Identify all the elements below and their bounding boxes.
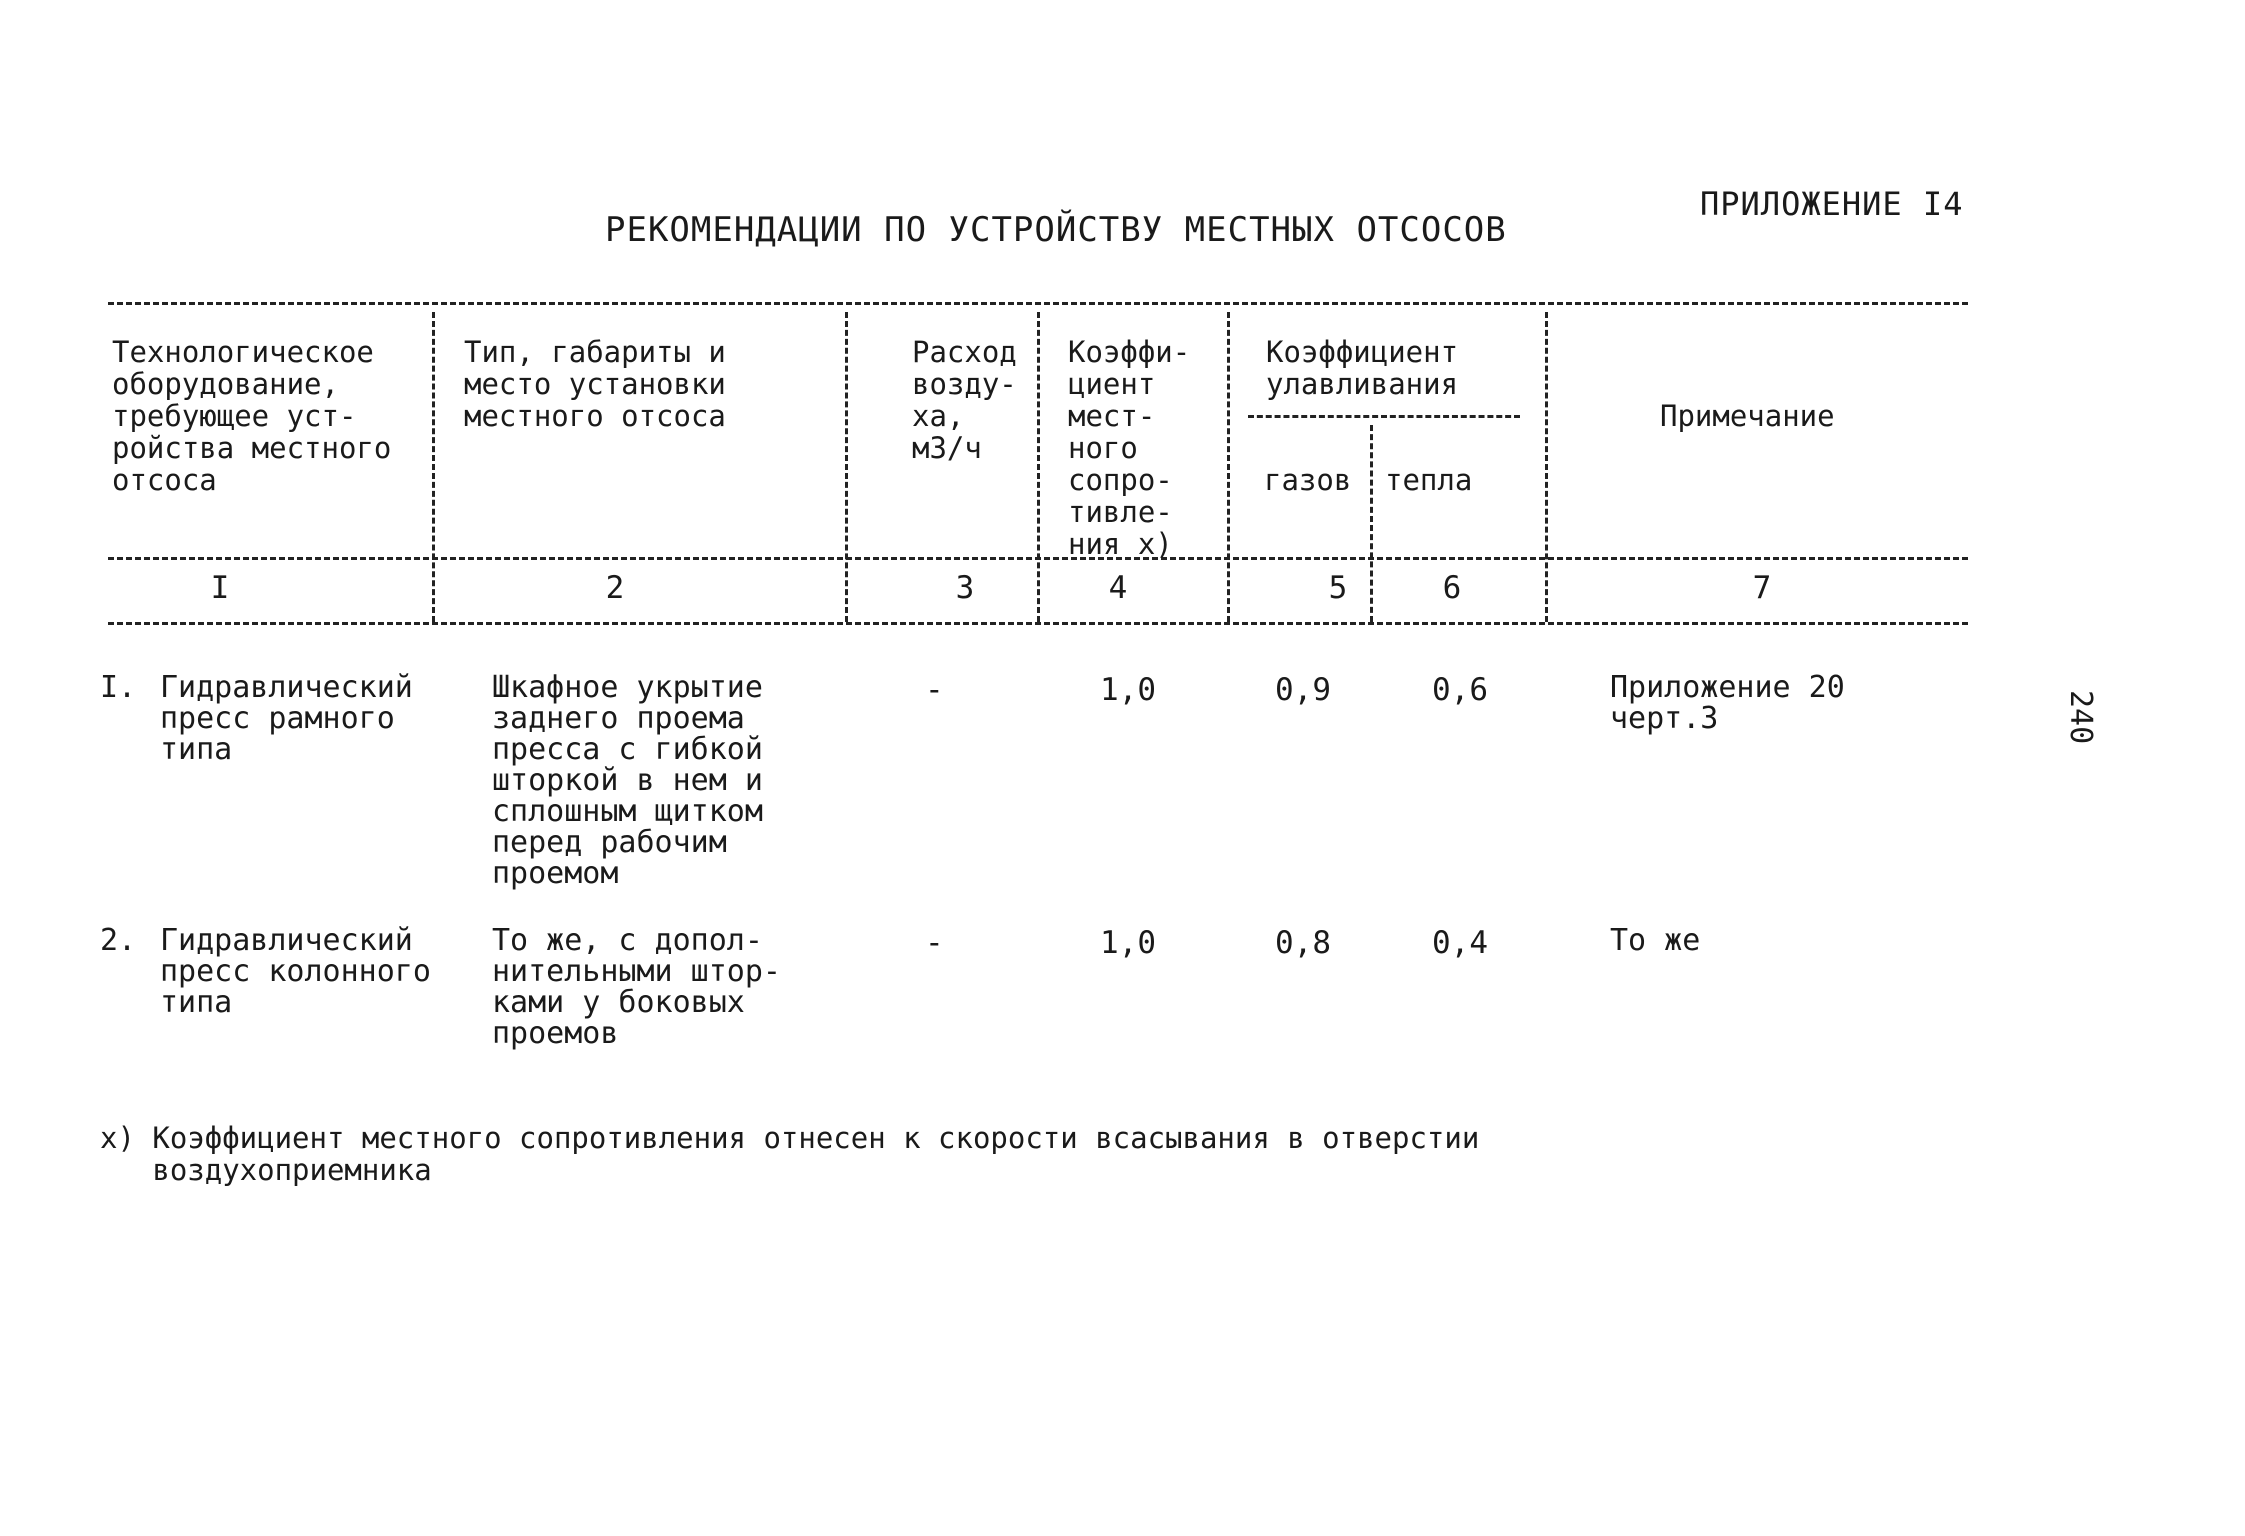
row-gases: 0,8 [1275,925,1331,961]
col-divider-5 [1370,425,1373,622]
header-type: Тип, габариты и место установки местного отсоса [464,335,726,433]
column-number-2: 2 [605,570,625,606]
header-air-flow: Расход возду- ха, м3/ч [912,335,1017,465]
col-divider-2 [845,312,848,622]
page-title: РЕКОМЕНДАЦИИ ПО УСТРОЙСТВУ МЕСТНЫХ ОТСОСОВ [605,210,1507,250]
row-gases: 0,9 [1275,672,1331,708]
row-number: I. [100,670,137,705]
row-resistance: 1,0 [1100,925,1156,961]
row-resistance: 1,0 [1100,672,1156,708]
header-capture-group: Коэффициент улавливания [1266,335,1459,401]
col-divider-4 [1227,312,1230,622]
header-heat: тепла [1385,463,1473,497]
row-heat: 0,4 [1432,925,1488,961]
row-equipment: Гидравлический пресс колонного типа [160,923,431,1020]
header-gases: газов [1264,463,1352,497]
row-equipment: Гидравлический пресс рамного типа [160,670,413,767]
col-divider-3 [1037,312,1040,622]
column-numbers-bottom-rule [108,622,1968,625]
col-divider-6 [1545,312,1548,622]
column-number-4: 4 [1108,570,1128,606]
table-top-rule [108,302,1968,305]
appendix-label: ПРИЛОЖЕНИЕ I4 [1700,185,1964,223]
row-heat: 0,6 [1432,672,1488,708]
header-equipment: Технологическое оборудование, требующее уст- ройства местного отсоса [112,335,392,497]
page-number: 240 [2063,690,2098,745]
row-air-flow: - [925,925,944,961]
row-note: То же [1610,923,1701,958]
footnote: x) Коэффициент местного сопротивления отнесен к скорости всасывания в отверстии воздухоприемника [100,1121,1480,1187]
row-number: 2. [100,923,137,958]
row-air-flow: - [925,672,944,708]
column-number-6: 6 [1442,570,1462,606]
column-number-5: 5 [1328,570,1348,606]
header-resistance: Коэффи- циент мест- ного сопро- тивле- ния x) [1068,335,1191,561]
group-sub-rule [1248,415,1520,418]
column-number-7: 7 [1752,570,1772,606]
row-type: Шкафное укрытие заднего проема пресса с гибкой шторкой в нем и сплошным щитком перед рабочим проемом [492,670,763,891]
col-divider-1 [432,312,435,622]
header-note: Примечание [1660,399,1835,433]
column-number-3: 3 [955,570,975,606]
row-note: Приложение 20 черт.3 [1610,670,1845,736]
column-number-1: I [210,570,230,606]
row-type: То же, с допол- нительными штор- ками у боковых проемов [492,923,781,1051]
